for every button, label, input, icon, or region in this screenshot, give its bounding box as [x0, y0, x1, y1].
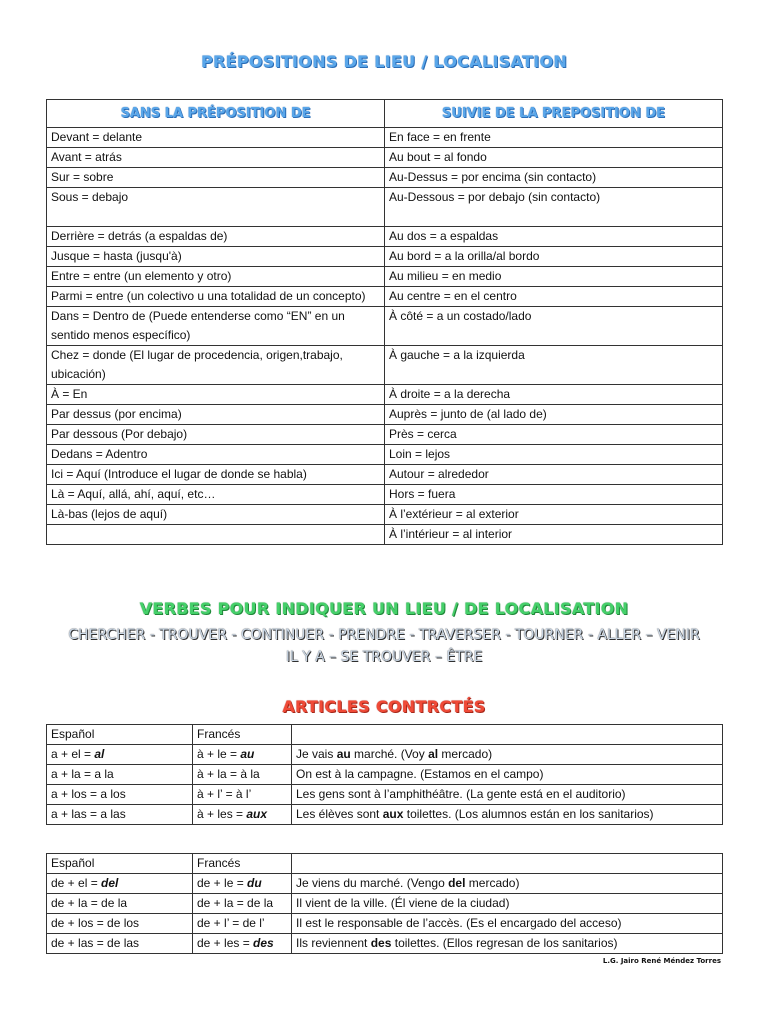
frances-text: de + l’ = de l’	[197, 916, 265, 930]
cell-sans-de: Chez = donde (El lugar de procedencia, origen,trabajo, ubicación)	[47, 346, 385, 385]
frances-text: à + l’ = à l’	[197, 787, 252, 801]
table-row	[47, 405, 723, 425]
table-header-row	[47, 725, 723, 745]
table-row	[47, 287, 723, 307]
cell-sans-de: Dans = Dentro de (Puede entenderse como “EN” en un sentido menos específico)	[47, 307, 385, 346]
cell-sans-de: Parmi = entre (un colectivo u una totalidad de un concepto)	[47, 287, 385, 307]
example-text: Il est le responsable de l’accès. (Es el encargado del acceso)	[296, 916, 622, 930]
frances-text: à + les =	[197, 807, 247, 821]
cell-frances	[193, 874, 292, 894]
verbs-line-1: CHERCHER - TROUVER - CONTINUER - PRENDRE - TRAVERSER - TOURNER - ALLER – VENIR	[68, 627, 700, 643]
table-row	[47, 465, 723, 485]
table-row	[47, 745, 723, 765]
cell-espanol	[47, 805, 193, 825]
espanol-text: de + el =	[51, 876, 102, 890]
cell-sans-de: Entre = entre (un elemento y otro)	[47, 267, 385, 287]
example-text: Je viens du marché. (Vengo	[296, 876, 449, 890]
table-row	[47, 128, 723, 148]
example-text-mid: toilettes. (Ellos regresan de los sanitarios)	[391, 936, 618, 950]
espanol-text: a + el =	[51, 747, 95, 761]
header-espanol: Español	[47, 854, 193, 874]
cell-example	[292, 894, 723, 914]
cell-suivie-de: Au milieu = en medio	[385, 267, 723, 287]
articles-de-table	[46, 853, 723, 954]
cell-sans-de: À = En	[47, 385, 385, 405]
cell-espanol	[47, 785, 193, 805]
example-bold-2: al	[428, 747, 439, 761]
articles-a-body	[47, 725, 723, 825]
header-example	[292, 854, 723, 874]
espanol-text: a + la = a la	[51, 767, 114, 781]
table-row	[47, 505, 723, 525]
header-frances: Francés	[193, 725, 292, 745]
table-row	[47, 148, 723, 168]
articles-title: ARTICLES CONTRCTÉS	[282, 697, 486, 716]
header-espanol: Español	[47, 725, 193, 745]
header-frances: Francés	[193, 854, 292, 874]
table-row	[47, 805, 723, 825]
cell-suivie-de: Hors = fuera	[385, 485, 723, 505]
cell-suivie-de: À l’extérieur = al exterior	[385, 505, 723, 525]
cell-espanol	[47, 874, 193, 894]
verbs-title: VERBES POUR INDIQUER UN LIEU / DE LOCALISATION	[139, 599, 629, 618]
cell-suivie-de: Au bout = al fondo	[385, 148, 723, 168]
table-row	[47, 227, 723, 247]
cell-suivie-de: À l’intérieur = al interior	[385, 525, 723, 545]
cell-frances	[193, 765, 292, 785]
table-row	[47, 485, 723, 505]
example-text-mid: marché. (Voy	[350, 747, 429, 761]
cell-example	[292, 805, 723, 825]
cell-frances	[193, 934, 292, 954]
example-bold-1: del	[448, 876, 466, 890]
cell-frances	[193, 805, 292, 825]
cell-suivie-de: Au centre = en el centro	[385, 287, 723, 307]
frances-text: à + le =	[197, 747, 241, 761]
cell-sans-de: Sous = debajo	[47, 188, 385, 227]
cell-sans-de: Par dessous (Por debajo)	[47, 425, 385, 445]
table-row	[47, 445, 723, 465]
frances-text: de + les =	[197, 936, 254, 950]
frances-contraction: du	[247, 876, 262, 890]
table-row	[47, 267, 723, 287]
cell-suivie-de: Au-Dessus = por encima (sin contacto)	[385, 168, 723, 188]
cell-sans-de: Derrière = detrás (a espaldas de)	[47, 227, 385, 247]
table-row	[47, 934, 723, 954]
cell-espanol	[47, 894, 193, 914]
cell-suivie-de: À côté = a un costado/lado	[385, 307, 723, 346]
cell-example	[292, 745, 723, 765]
cell-suivie-de: Au-Dessous = por debajo (sin contacto)	[385, 188, 723, 227]
example-text: Ils reviennent	[296, 936, 371, 950]
frances-text: de + la = de la	[197, 896, 274, 910]
table-row	[47, 307, 723, 346]
table-row	[47, 188, 723, 227]
prepositions-table	[46, 99, 723, 545]
articles-de-body	[47, 854, 723, 954]
cell-suivie-de: Autour = alrededor	[385, 465, 723, 485]
espanol-contraction: del	[101, 876, 119, 890]
table-row	[47, 247, 723, 267]
prepositions-table-body	[47, 128, 723, 545]
espanol-text: de + la = de la	[51, 896, 128, 910]
cell-suivie-de: Auprès = junto de (al lado de)	[385, 405, 723, 425]
example-text-mid: toilettes. (Los alumnos están en los sanitarios)	[403, 807, 654, 821]
cell-suivie-de: À droite = a la derecha	[385, 385, 723, 405]
cell-sans-de: Par dessus (por encima)	[47, 405, 385, 425]
cell-example	[292, 914, 723, 934]
example-bold-1: au	[336, 747, 351, 761]
cell-suivie-de: Au dos = a espaldas	[385, 227, 723, 247]
cell-sans-de: Là-bas (lejos de aquí)	[47, 505, 385, 525]
espanol-contraction: al	[94, 747, 105, 761]
cell-example	[292, 765, 723, 785]
table-row	[47, 894, 723, 914]
cell-suivie-de: En face = en frente	[385, 128, 723, 148]
example-text: Je vais	[296, 747, 337, 761]
table-row	[47, 168, 723, 188]
cell-espanol	[47, 765, 193, 785]
cell-example	[292, 874, 723, 894]
example-text: Il vient de la ville. (Él viene de la ciudad)	[296, 896, 510, 910]
cell-espanol	[47, 934, 193, 954]
table-row	[47, 874, 723, 894]
cell-sans-de: Avant = atrás	[47, 148, 385, 168]
table-row	[47, 785, 723, 805]
frances-contraction: aux	[246, 807, 268, 821]
cell-sans-de: Sur = sobre	[47, 168, 385, 188]
table-header-row	[47, 854, 723, 874]
frances-text: à + la = à la	[197, 767, 260, 781]
example-bold-1: aux	[382, 807, 404, 821]
frances-contraction: des	[253, 936, 274, 950]
articles-a-table	[46, 724, 723, 825]
cell-frances	[193, 785, 292, 805]
example-text: Les élèves sont	[296, 807, 383, 821]
cell-suivie-de: Au bord = a la orilla/al bordo	[385, 247, 723, 267]
espanol-text: de + las = de las	[51, 936, 140, 950]
espanol-text: a + las = a las	[51, 807, 126, 821]
table-row	[47, 346, 723, 385]
example-text: On est à la campagne. (Estamos en el campo)	[296, 767, 544, 781]
author-credit: L.G. Jairo René Méndez Torres	[602, 957, 721, 965]
cell-suivie-de: Loin = lejos	[385, 445, 723, 465]
cell-frances	[193, 745, 292, 765]
page-title: PRÉPOSITIONS DE LIEU / LOCALISATION	[200, 52, 568, 71]
cell-frances	[193, 894, 292, 914]
cell-suivie-de: Près = cerca	[385, 425, 723, 445]
cell-sans-de: Dedans = Adentro	[47, 445, 385, 465]
cell-espanol	[47, 914, 193, 934]
table-row	[47, 765, 723, 785]
header-suivie-de: SUIVIE DE LA PREPOSITION DE	[385, 100, 723, 128]
cell-sans-de: Jusque = hasta (jusqu'à)	[47, 247, 385, 267]
table-row	[47, 425, 723, 445]
table-row	[47, 525, 723, 545]
cell-sans-de: Devant = delante	[47, 128, 385, 148]
cell-frances	[193, 914, 292, 934]
espanol-text: a + los = a los	[51, 787, 126, 801]
header-sans-de: SANS LA PRÉPOSITION DE	[47, 100, 385, 128]
verbs-line-2: IL Y A – SE TROUVER – ÊTRE	[285, 649, 483, 665]
cell-suivie-de: À gauche = a la izquierda	[385, 346, 723, 385]
example-bold-1: des	[370, 936, 392, 950]
cell-espanol	[47, 745, 193, 765]
example-text: Les gens sont à l’amphithéâtre. (La gente está en el auditorio)	[296, 787, 626, 801]
cell-example	[292, 785, 723, 805]
frances-contraction: au	[240, 747, 255, 761]
frances-text: de + le =	[197, 876, 248, 890]
cell-sans-de	[47, 525, 385, 545]
table-row	[47, 914, 723, 934]
espanol-text: de + los = de los	[51, 916, 140, 930]
table-row	[47, 385, 723, 405]
header-example	[292, 725, 723, 745]
table-header-row	[47, 100, 723, 128]
cell-example	[292, 934, 723, 954]
example-text-mid: mercado)	[465, 876, 520, 890]
cell-sans-de: Là = Aquí, allá, ahí, aquí, etc…	[47, 485, 385, 505]
cell-sans-de: Ici = Aquí (Introduce el lugar de donde se habla)	[47, 465, 385, 485]
example-text-end: mercado)	[438, 747, 493, 761]
